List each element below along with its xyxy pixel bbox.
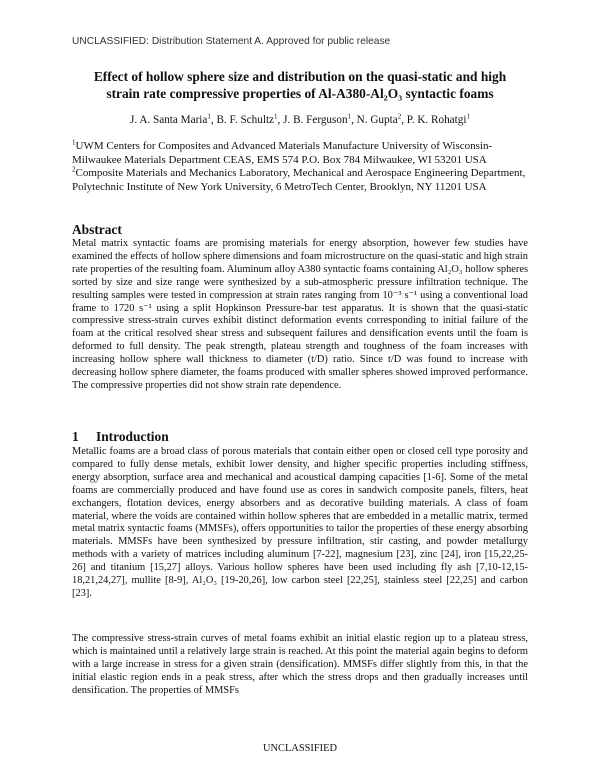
author-list: J. A. Santa Maria$^1$, B. F. Schultz$^1$, J. B. Ferguson$^1$, N. Gupta$^2$, P. K. Rohatgi$^1$: [130, 112, 470, 126]
paragraph-text: Metallic foams are a broad class of porous materials that contain either open or closed cell type porosity and compared to fully dense metals, exhibit lower density, and higher specific properties including stiffness, energy absorption, surface area and mechanical and acoustical damping capacities [1-6]. Some of the metal foams are commercially produced and have found use as cores in sandwich composite panels, filters, heat exchangers, flotation devices, energy absorbers and as decorative building materials. A class of foam material, where the voids are contained within hollow spheres that are embedded in a metallic matrix, termed metal matrix syntactic foams (MMSFs), offers opportunities to tailor the properties of these energy absorbing materials. MMSFs have been synthesized by pressure infiltration, stir casting, and powder metallurgy methods with a variety of matrices including aluminum [7-22], magnesium [23], zinc [24], iron [15,22,25-26] and titanium [15,27] alloys. Various hollow spheres have been used including fly ash [7,10-12,15-18,21,24,27], mullite [8-9], Al₂O₃ [19-20,26], low carbon steel [22,25], stainless steel [22,25] and carbon [23].: [72, 446, 528, 599]
author: J. A. Santa Maria: [130, 114, 208, 126]
affiliations: [72, 140, 532, 194]
classification-banner: UNCLASSIFIED: Distribution Statement A. Approved for public release: [72, 36, 391, 47]
author-mark: 1: [274, 112, 278, 121]
affiliation-1: [72, 140, 532, 167]
author-mark: 1: [466, 112, 470, 121]
affiliation-mark: 2: [72, 165, 76, 174]
affiliation-text: UWM Centers for Composites and Advanced Materials Manufacture University of Wisconsin-Milwaukee Materials Department CEAS, EMS 574 P.O. Box 784 Milwaukee, WI 53201 USA: [72, 140, 493, 166]
author: P. K. Rohatgi: [406, 114, 467, 126]
section-number: 1: [72, 429, 79, 444]
abstract-heading: Abstract: [72, 222, 122, 237]
affiliation-mark: 1: [72, 138, 76, 147]
abstract-body: [72, 238, 528, 393]
paragraph-text: The compressive stress-strain curves of metal foams exhibit an initial elastic region up to a plateau stress, which is maintained until a relatively large strain is reached. At this point the material again begins to deform with a large increase in stress for a given strain (densification). MMSFs differ slightly from this, in that the initial elastic region ends in a peak stress, after which the stress drops and then gradually increases until densification. The properties of MMSFs: [72, 633, 528, 696]
title-line-1: Effect of hollow sphere size and distribution on the quasi-static and high: [93, 69, 507, 84]
author-mark: 1: [207, 112, 211, 121]
classification-footer: UNCLASSIFIED: [263, 743, 337, 754]
abstract-paragraph: Metal matrix syntactic foams are promising materials for energy absorption, however few studies have examined the effects of hollow sphere dimensions and foam microstructure on the quasi-static and high strain rate properties of the resulting foam. Aluminum alloy A380 syntactic foams containing Al₂O₃ hollow spheres sorted by size and size range were synthesized by a sub-atmospheric pressure infiltration technique. The resulting samples were tested in compression at strain rates ranging from 10⁻³ s⁻¹ using a conventional load frame to 1720 s⁻¹ using a split Hopkinson Pressure-bar test apparatus. It is shown that the quasi-static compressive stress-strain curves exhibit distinct deformation events corresponding to initial failure of the foam at the critical resolved shear stress and subsequent failures and densification events until the foam is deformed to full density. The peak strength, plateau strength and toughness of the foam increases with increasing hollow sphere wall thickness to diameter (t/D) ratio. Since t/D was found to increase with decreasing hollow sphere diameter, the foams produced with smaller spheres showed improved performance. The compressive properties did not show strain rate dependence.: [72, 238, 528, 391]
introduction-paragraph-2: [72, 633, 528, 698]
author: J. B. Ferguson: [283, 114, 348, 126]
affiliation-2: [72, 167, 532, 194]
affiliation-text: Composite Materials and Mechanics Laboratory, Mechanical and Aerospace Engineering Department, Polytechnic Institute of New York University, 6 MetroTech Center, Brooklyn, NY 11201 USA: [72, 167, 526, 193]
author-mark: 2: [397, 112, 402, 121]
introduction-heading: [72, 429, 169, 445]
author: B. F. Schultz: [216, 114, 275, 126]
paper-title: [70, 68, 530, 102]
title-line-2: strain rate compressive properties of Al-A380-Al₂O₃ syntactic foams: [106, 86, 494, 101]
introduction-paragraph-1: [72, 446, 528, 601]
author-mark: 1: [347, 112, 352, 121]
author: N. Gupta: [356, 114, 398, 126]
section-title: Introduction: [96, 429, 169, 444]
